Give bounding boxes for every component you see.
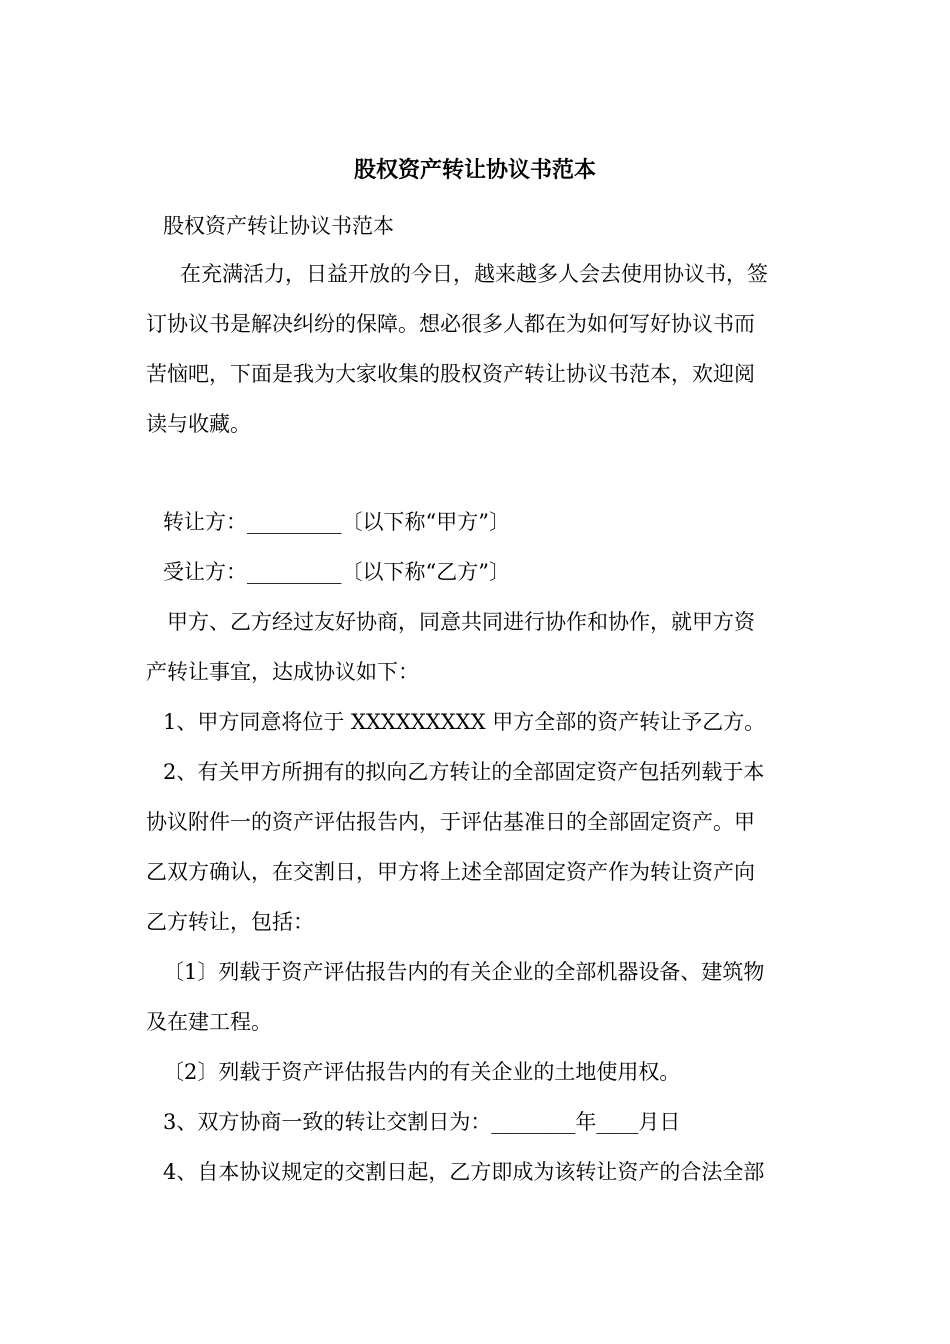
intro-line-1: 在充满活力，日益开放的今日，越来越多人会去使用协议书，签 bbox=[180, 262, 768, 286]
transferor-line: 转让方：_________〔以下称“甲方”〕 bbox=[163, 510, 510, 534]
agreement-intro-line-2: 产转让事宜，达成协议如下： bbox=[146, 660, 419, 684]
subtitle-line: 股权资产转让协议书范本 bbox=[163, 214, 394, 238]
clause-4-line-1: 4、自本协议规定的交割日起，乙方即成为该转让资产的合法全部 bbox=[163, 1160, 765, 1184]
clause-2-line-4: 乙方转让，包括： bbox=[146, 910, 314, 934]
document-title: 股权资产转让协议书范本 bbox=[353, 157, 596, 183]
clause-2-item-1-line-1: 〔1〕列载于资产评估报告内的有关企业的全部机器设备、建筑物 bbox=[163, 960, 765, 984]
intro-line-2: 订协议书是解决纠纷的保障。想必很多人都在为如何写好协议书而 bbox=[146, 312, 755, 336]
clause-3-line: 3、双方协商一致的转让交割日为：________年____月日 bbox=[163, 1110, 681, 1134]
clause-1-line: 1、甲方同意将位于 XXXXXXXXX 甲方全部的资产转让予乙方。 bbox=[163, 710, 766, 734]
clause-2-line-2: 协议附件一的资产评估报告内，于评估基准日的全部固定资产。甲 bbox=[146, 810, 755, 834]
intro-line-3: 苦恼吧，下面是我为大家收集的股权资产转让协议书范本，欢迎阅 bbox=[146, 362, 755, 386]
clause-2-item-1-line-2: 及在建工程。 bbox=[146, 1010, 272, 1034]
clause-2-item-2-line: 〔2〕列载于资产评估报告内的有关企业的土地使用权。 bbox=[163, 1060, 681, 1084]
intro-line-4: 读与收藏。 bbox=[146, 412, 251, 436]
clause-2-line-1: 2、有关甲方所拥有的拟向乙方转让的全部固定资产包括列载于本 bbox=[163, 760, 765, 784]
agreement-intro-line-1: 甲方、乙方经过友好协商，同意共同进行协作和协作，就甲方资 bbox=[167, 610, 755, 634]
transferee-line: 受让方：_________〔以下称“乙方”〕 bbox=[163, 560, 510, 584]
clause-2-line-3: 乙双方确认，在交割日，甲方将上述全部固定资产作为转让资产向 bbox=[146, 860, 755, 884]
